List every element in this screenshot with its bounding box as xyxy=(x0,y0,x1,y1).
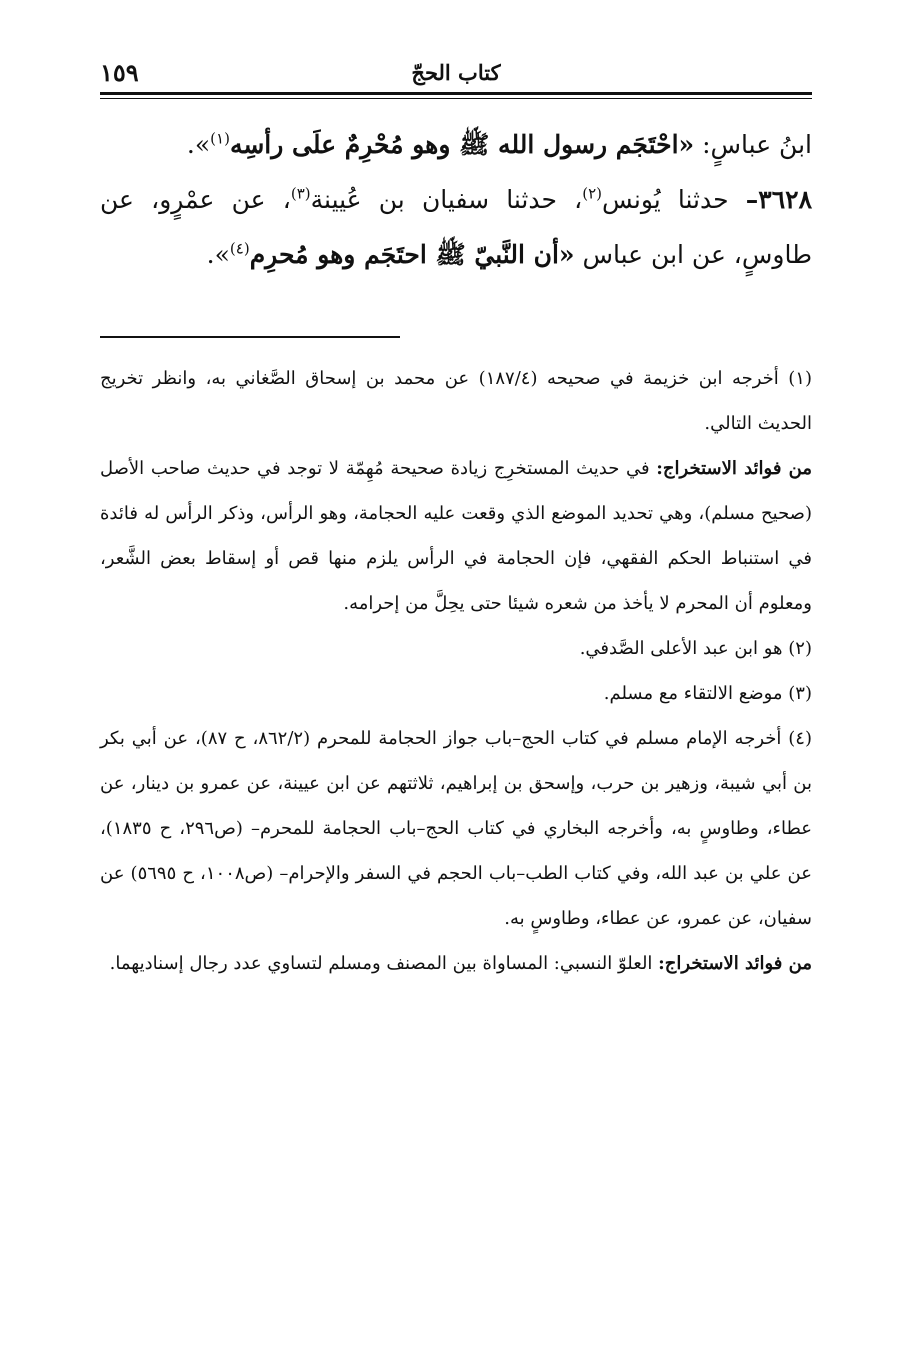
main-line-1 xyxy=(100,117,812,172)
text-segment: حدثنا يُونس xyxy=(602,185,746,214)
page-header xyxy=(100,52,812,92)
footnote-ref[interactable]: (٢) xyxy=(582,184,602,203)
benefit-lead: من فوائد الاستخراج: xyxy=(656,458,812,479)
benefit-text: العلوّ النسبي: المساواة بين المصنف ومسلم لتساوي عدد رجال إسناديهما. xyxy=(109,953,659,974)
footnote-3: (٣) موضع الالتقاء مع مسلم. xyxy=(603,683,812,704)
footnotes xyxy=(100,356,812,986)
page-number: ١٥٩ xyxy=(100,58,139,87)
benefit-note-1 xyxy=(100,446,812,626)
benefit-text: في حديث المستخرِج زيادة صحيحة مُهِمّة لا توجد في حديث صاحب الأصل (صحيح مسلم)، وهي تحديد الموضع الذي وقعت عليه الحجامة، وهو الرأس، وذكر الرأس له فائدة في استنباط الحكم الفقهي، فإن الحجامة في الرأس يلزم منها قص أو إسقاط بعض الشَّعر، ومعلوم أن المحرم لا يأخذ من شعره شيئا حتى يحِلَّ من إحرامه. xyxy=(100,458,812,614)
footnote-4: (٤) أخرجه الإمام مسلم في كتاب الحج–باب جواز الحجامة للمحرم (٨٦٢/٢، ح ٨٧)، عن أبي بكر بن أبي شيبة، وزهير بن حرب، وإسحق بن إبراهيم، ثلاثتهم عن ابن عيينة، عن عمرو بن دينار، عن عطاء، وطاوسٍ به، وأخرجه البخاري في كتاب الحج–باب الحجامة للمحرم– (ص٢٩٦، ح ١٨٣٥)، عن علي بن عبد الله، وفي كتاب الطب–باب الحجم في السفر والإحرام– (ص١٠٠٨، ح ٥٦٩٥) عن سفيان، عن عمرو، عن عطاء، وطاوسٍ به. xyxy=(100,728,812,929)
benefit-note-2 xyxy=(100,941,812,986)
footnote-separator xyxy=(100,336,400,338)
footnote-1: (١) أخرجه ابن خزيمة في صحيحه (١٨٧/٤) عن محمد بن إسحاق الصَّغاني به، وانظر تخريج الحديث التالي. xyxy=(100,368,812,434)
text-segment: ، عن عمْرٍو، عن طاوسٍ، عن ابن عباس xyxy=(100,185,812,269)
text-segment: ». xyxy=(206,240,230,269)
benefit-lead: من فوائد الاستخراج: xyxy=(658,953,812,974)
footnote-ref[interactable]: (٤) xyxy=(229,239,250,258)
header-rule-thick xyxy=(100,92,812,95)
hadith-text-bold: «أن النَّبيّ ﷺ احتَجَم وهو مُحرِم xyxy=(249,240,575,269)
footnote-ref[interactable]: (١) xyxy=(210,129,230,148)
main-text xyxy=(100,117,812,282)
text-segment: ». xyxy=(186,130,211,159)
footnote-2: (٢) هو ابن عبد الأعلى الصَّدفي. xyxy=(579,638,812,659)
hadith-paragraph xyxy=(100,172,812,282)
hadith-number: ٣٦٢٨– xyxy=(745,185,812,214)
footnote-separator-wrap xyxy=(100,336,812,338)
text-segment: ابنُ عباسٍ: xyxy=(694,130,812,159)
book-page xyxy=(100,52,812,986)
chapter-title: كتاب الحجّ xyxy=(411,60,501,85)
header-rule-thin xyxy=(100,98,812,99)
text-segment: ، حدثنا سفيان بن عُيينة xyxy=(310,185,583,214)
hadith-text-bold: «احْتَجَم رسول الله ﷺ وهو مُحْرِمٌ علَى رأسِه xyxy=(229,130,695,159)
footnote-ref[interactable]: (٣) xyxy=(290,184,311,203)
